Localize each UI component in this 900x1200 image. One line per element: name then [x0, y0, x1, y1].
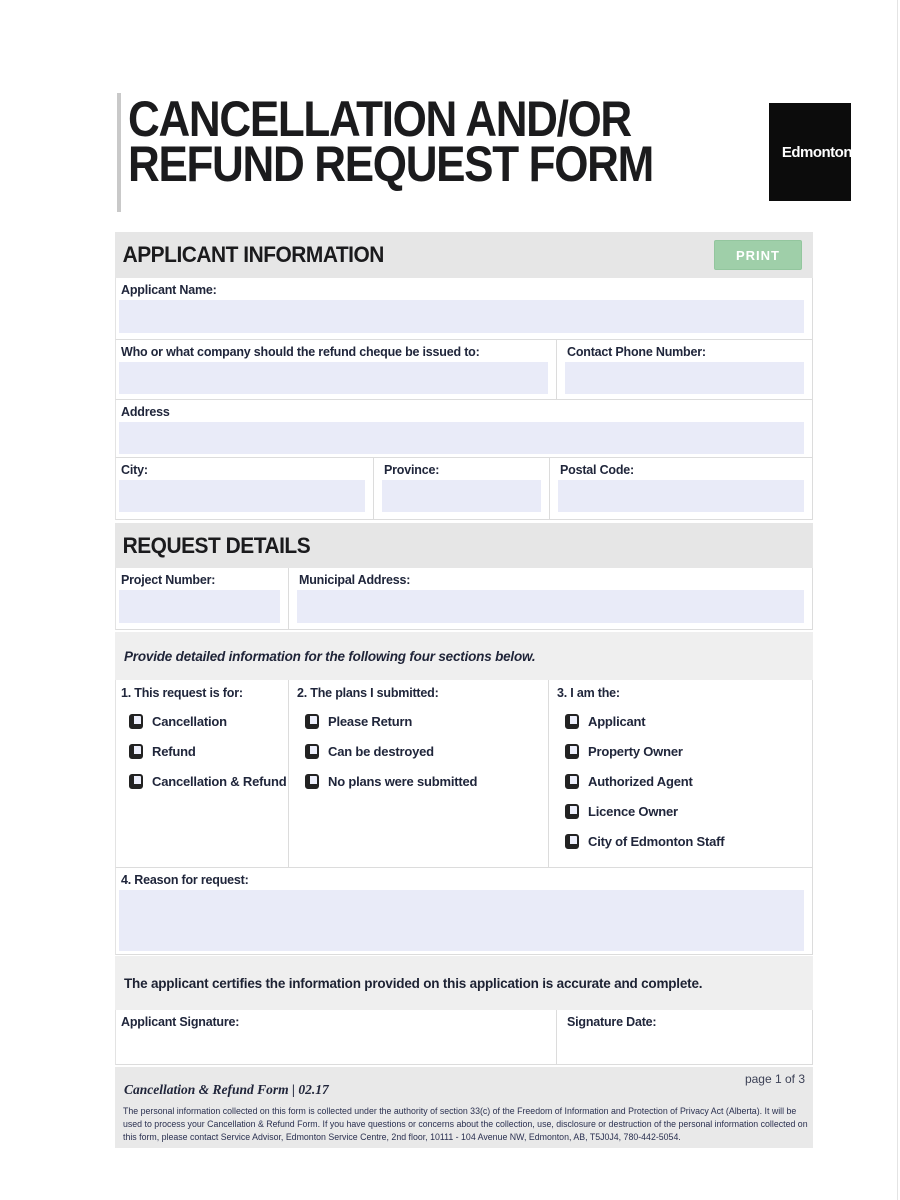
option-refund [129, 742, 284, 760]
no-plans-checkbox-icon[interactable] [305, 774, 319, 789]
province-input[interactable] [382, 480, 541, 512]
municipal-address-cell [288, 568, 812, 629]
applicant-signature-label: Applicant Signature: [121, 1015, 240, 1029]
question1-label: 1. This request is for: [121, 686, 243, 700]
property-owner-label: Property Owner [588, 743, 683, 759]
instruction-text: Provide detailed information for the following four sections below. [124, 648, 536, 664]
cancellation-refund-label: Cancellation & Refund [152, 773, 287, 789]
applicant-signature-field[interactable] [116, 1010, 556, 1064]
address-label: Address [121, 405, 170, 419]
city-cell [116, 458, 373, 519]
question3-label: 3. I am the: [557, 686, 620, 700]
checkbox-table [115, 680, 813, 868]
option-licence-owner [565, 802, 808, 820]
refund-label: Refund [152, 743, 196, 759]
city-staff-checkbox-icon[interactable] [565, 834, 579, 849]
edmonton-logo-text: Edmonton [781, 143, 852, 161]
page-right-edge [897, 0, 898, 1200]
signature-row [115, 1010, 813, 1065]
print-button[interactable]: PRINT [714, 240, 802, 270]
municipal-address-input[interactable] [297, 590, 804, 623]
cancellation-label: Cancellation [152, 713, 227, 729]
licence-owner-checkbox-icon[interactable] [565, 804, 579, 819]
city-province-postal-row [115, 458, 813, 520]
question3-column [548, 680, 812, 867]
can-be-destroyed-label: Can be destroyed [328, 743, 434, 759]
applicant-information-title: APPLICANT INFORMATION [122, 242, 384, 267]
option-property-owner [565, 742, 808, 760]
reason-label: 4. Reason for request: [121, 873, 249, 887]
can-be-destroyed-checkbox-icon[interactable] [305, 744, 319, 759]
municipal-address-label: Municipal Address: [299, 573, 411, 587]
province-label: Province: [384, 463, 440, 477]
applicant-name-cell [116, 278, 812, 339]
applicant-name-row [115, 278, 813, 340]
applicant-checkbox-icon[interactable] [565, 714, 579, 729]
authorized-agent-checkbox-icon[interactable] [565, 774, 579, 789]
project-municipal-row [115, 568, 813, 630]
refund-checkbox-icon[interactable] [129, 744, 143, 759]
applicant-information-header [115, 232, 813, 278]
question2-column [288, 680, 548, 867]
project-number-label: Project Number: [121, 573, 216, 587]
reason-row [115, 868, 813, 955]
city-staff-label: City of Edmonton Staff [588, 833, 725, 849]
option-no-plans-submitted [305, 772, 544, 790]
cancellation-refund-checkbox-icon[interactable] [129, 774, 143, 789]
contact-phone-input[interactable] [565, 362, 804, 394]
cancellation-checkbox-icon[interactable] [129, 714, 143, 729]
contact-phone-cell [556, 340, 812, 399]
reason-textarea[interactable] [119, 890, 804, 951]
address-input[interactable] [119, 422, 804, 454]
page-indicator: page 1 of 3 [744, 1072, 805, 1086]
option-cancellation-and-refund [129, 772, 287, 790]
project-number-cell [116, 568, 288, 629]
postal-code-label: Postal Code: [560, 463, 634, 477]
question2-label: 2. The plans I submitted: [297, 686, 439, 700]
applicant-name-label: Applicant Name: [121, 283, 217, 297]
cheque-issued-to-label: Who or what company should the refund cheque be issued to: [121, 345, 480, 359]
city-input[interactable] [119, 480, 365, 512]
no-plans-label: No plans were submitted [328, 773, 478, 789]
signature-date-label: Signature Date: [567, 1015, 657, 1029]
please-return-checkbox-icon[interactable] [305, 714, 319, 729]
address-cell [116, 400, 812, 457]
contact-phone-label: Contact Phone Number: [567, 345, 706, 359]
certification-text: The applicant certifies the information provided on this application is accurate and complete. [124, 975, 703, 991]
form-body [115, 232, 813, 1148]
project-number-input[interactable] [119, 590, 280, 623]
option-cancellation [129, 712, 284, 730]
property-owner-checkbox-icon[interactable] [565, 744, 579, 759]
page-title-line1: CANCELLATION AND/OR [128, 91, 631, 147]
cheque-phone-row [115, 340, 813, 400]
edmonton-logo [769, 103, 851, 201]
please-return-label: Please Return [328, 713, 413, 729]
postal-code-input[interactable] [558, 480, 804, 512]
footer-band [115, 1067, 813, 1148]
option-authorized-agent [565, 772, 808, 790]
city-label: City: [121, 463, 148, 477]
page-title [128, 91, 653, 192]
signature-date-field[interactable] [556, 1010, 812, 1064]
postal-code-cell [549, 458, 812, 519]
address-row [115, 400, 813, 458]
instruction-band [115, 632, 813, 680]
applicant-name-input[interactable] [119, 300, 804, 333]
form-name: Cancellation & Refund Form | 02.17 [124, 1082, 329, 1097]
option-applicant [565, 712, 808, 730]
authorized-agent-label: Authorized Agent [588, 773, 693, 789]
certification-band [115, 956, 813, 1010]
request-details-title: REQUEST DETAILS [122, 532, 311, 558]
title-block [117, 93, 777, 215]
province-cell [373, 458, 549, 519]
title-accent-bar [117, 93, 121, 212]
page-title-line2: REFUND REQUEST FORM [128, 136, 653, 192]
privacy-notice: The personal information collected on this form is collected under the authority of section 33(c) of the Freedom of Information and Protection of Privacy Act (Alberta). It will be used to process your Cancellation & Refund Form. If you have questions or concerns about the collection, use, disclosure or destruction of the personal information collected on this form, please contact Service Advisor, Edmonton Service Centre, 2nd floor, 10111 - 104 Avenue NW, Edmonton, AB, T5J0J4, 780-442-5054. [123, 1106, 808, 1142]
request-details-header [115, 523, 813, 568]
cheque-issued-to-cell [116, 340, 556, 399]
option-please-return [305, 712, 544, 730]
applicant-option-label: Applicant [588, 713, 646, 729]
question1-column [116, 680, 288, 867]
option-city-staff [565, 832, 808, 850]
option-can-be-destroyed [305, 742, 544, 760]
cheque-issued-to-input[interactable] [119, 362, 548, 394]
licence-owner-label: Licence Owner [588, 803, 678, 819]
